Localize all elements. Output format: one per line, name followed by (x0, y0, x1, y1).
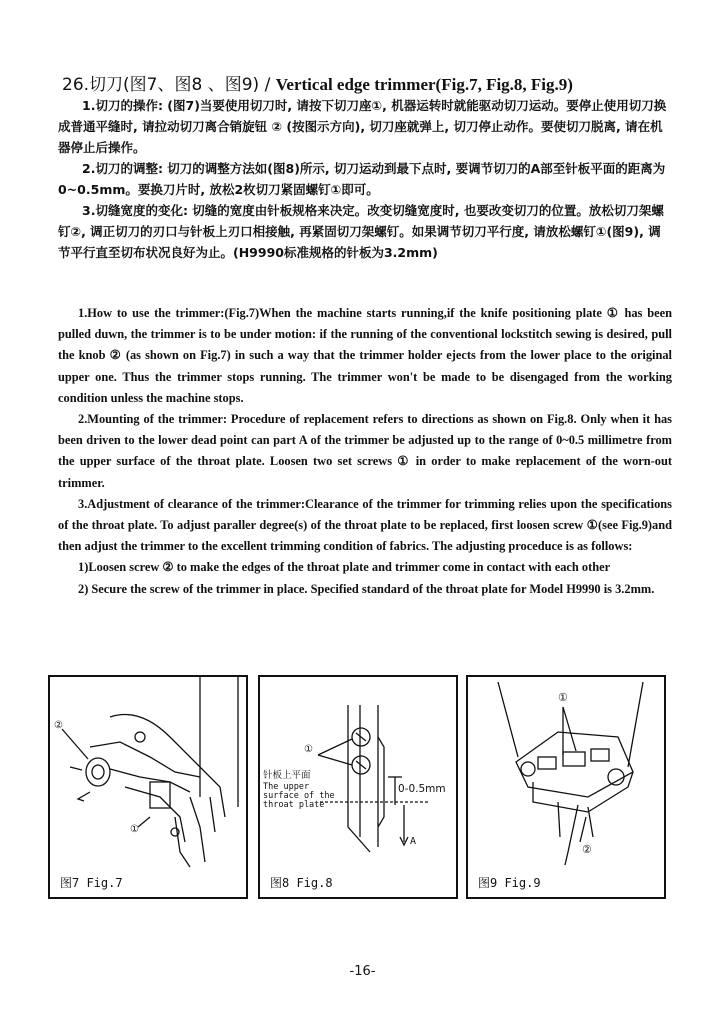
fig7-callout-2: ② (54, 720, 63, 731)
figure-9-illustration (468, 677, 664, 897)
cn-paragraph: 1.切刀的操作: (图7)当要使用切刀时, 请按下切刀座①, 机器运转时就能驱动切刀运动。要停止使用切刀换成普通平缝时, 请拉动切刀离合销旋钮 ② (按图示方向), 切刀座就弹上, 切刀停止动作。要使切刀脱离, 请在机器停止后操作。 (58, 98, 667, 155)
section-number: 26. (62, 75, 90, 95)
fig8-point-a: A (410, 836, 417, 847)
fig8-callout-1: ① (304, 744, 313, 755)
fig8-label-en-2: surface of the (263, 791, 335, 801)
cn-paragraph: 2.切刀的调整: 切刀的调整方法如(图8)所示, 切刀运动到最下点时, 要调节切刀的A部至针板平面的距离为0~0.5mm。要换刀片时, 放松2枚切刀紧固螺钉①即可。 (58, 161, 666, 197)
fig8-label-en-1: The upper (263, 782, 310, 792)
fig9-callout-1: ① (558, 691, 568, 704)
figure-9 (466, 675, 666, 899)
en-paragraph: 2) Secure the screw of the trimmer in place. Specified standard of the throat plate for Model H9990 is 3.2mm. (78, 581, 655, 596)
figure-7 (48, 675, 248, 899)
en-paragraph: 1.How to use the trimmer:(Fig.7)When the machine starts running,if the knife positioning plate ① has been pulled duwn, the trimmer is to be under motion: if the running of the conventional lockstitch sewing is desired, pull the knob ② (as shown on Fig.7) in such a way that the trimmer holder ejects from the lower place to the original upper one. Thus the trimmer stops running. The trimmer won't be made to be disengaged from the working condition unless the machine stops. (58, 306, 672, 405)
section-title (62, 70, 682, 95)
en-paragraph: 3.Adjustment of clearance of the trimmer:Clearance of the trimmer for trimming relies upon the specifications of the throat plate. To adjust paraller degree(s) of the throat plate to be replaced, first loosen screw ①(see Fig.9)and then adjust the trimmer to the excellent trimming condition of fabrics. The adjusting proceduce is as follows: (58, 496, 672, 554)
fig9-callout-2: ② (582, 843, 592, 856)
section-title-cn: 切刀(图7、图8 、图9) / (89, 75, 276, 95)
fig8-label-cn: 针板上平面 (263, 770, 311, 781)
en-paragraph: 1)Loosen screw ② to make the edges of the throat plate and trimmer come in contact with each other (78, 560, 611, 575)
fig7-callout-1: ① (130, 824, 139, 835)
figure-7-illustration (50, 677, 246, 897)
figure-8 (258, 675, 458, 899)
chinese-instructions (58, 95, 670, 263)
en-paragraph: 2.Mounting of the trimmer: Procedure of replacement refers to directions as shown on Fig.8. Only when it has been driven to the lower dead point can part A of the trimmer be adjusted up to the range of 0~0.5 millimetre from the upper surface of the throat plate. Loosen two set screws ① in order to make replacement of the worn-out trimmer. (58, 412, 672, 490)
english-instructions (58, 303, 672, 600)
page-number: -16- (349, 964, 376, 979)
fig8-label-en-3: throat plate (263, 800, 325, 810)
figure-9-caption: 图9 Fig.9 (478, 876, 541, 890)
figure-8-caption: 图8 Fig.8 (270, 876, 333, 890)
fig8-dimension: 0-0.5mm (398, 783, 446, 795)
figure-7-caption: 图7 Fig.7 (60, 876, 123, 890)
section-title-en: Vertical edge trimmer(Fig.7, Fig.8, Fig.9) (275, 75, 573, 94)
cn-paragraph: 3.切缝宽度的变化: 切缝的宽度由针板规格来决定。改变切缝宽度时, 也要改变切刀的位置。放松切刀架螺钉②, 调正切刀的刃口与针板上刃口相接触, 再紧固切刀架螺钉。如果调节切刀平行度, 请放松螺钉①(图9), 调节平行直至切布状况良好为止。(H9990标准规格的针板为3.2mm) (58, 203, 664, 260)
